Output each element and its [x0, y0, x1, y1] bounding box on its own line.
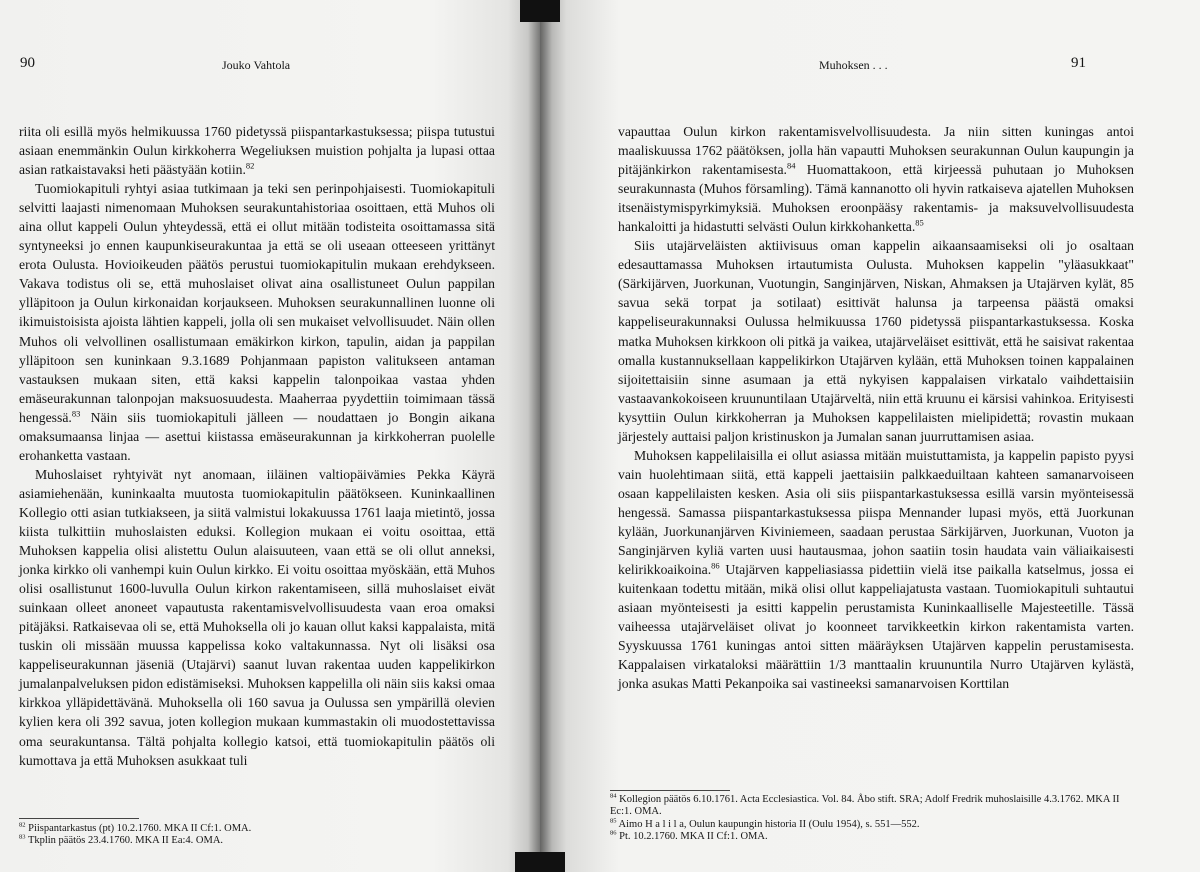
right-running-title: Muhoksen . . . [819, 58, 888, 72]
footnote: $^{82}$ Piispantarkastus (pt) 10.2.1760. MKA II Cf:1. OMA. [19, 821, 252, 834]
footnote-rule [610, 790, 730, 791]
right-page [540, 0, 1200, 872]
footnote-ref: 86 [711, 560, 720, 571]
paragraph: Muhoslaiset ryhtyivät nyt anomaan, iiläinen valtiopäivämies Pekka Käyrä asiamiehenään, kuninkaalta muutosta tuomiokapitulin päätökseen. Kuninkaallinen Kollegio otti asian tutkiakseen, ja siitä valmistui lokakuussa 1761 laaja mietintö, jossa kiista tulkittiin muhoslaisten eduksi. Kollegion mukaan ei voitu osoittaa, että Muhoksen kappelia olisi alistettu Oulun alaisuuteen, vaan että se oli ollut anneksi, jonka kirkko oli vanhempi kuin Oulun kirkko. Ei voitu osoittaa myöskään, että Muhos olisi osallistunut 1600-luvulla Oulun kirkon rakentamiseen, sillä muhoslaiset eivät suinkaan olleet anoneet vapautusta rakentamisvelvollisuudesta vaan eroa omaksi pitäjäksi. Ratkaisevaa oli se, että Muhoksella oli jo kauan ollut kaksi kappalaista, mitä tuskin oli missään muussa kappelissa koko valtakunnassa. Nyt oli lisäksi osa kappeliseurakunnan jäseniä (Utajärvi) saanut luvan rakentaa uuden kappelikirkon jumalanpalveluksen pidon edistämiseksi. Muhoksen kappelilla oli näin siis kaksi omaa kirkkoa ylläpidettävänä. Muhoksella oli 160 savua ja Oulussa sen ympärillä olevien kylien kera oli 392 savua, joten kollegion mukaan kummastakin oli muodostettavissa oma seurakuntansa. Tältä pohjalta kollegio katsoi, että tuomiokapitulin päätös oli kumottava ja että Muhoksen asukkaat tuli [19, 466, 495, 768]
left-page [0, 0, 540, 872]
paragraph: Muhoksen kappelilaisilla ei ollut asiassa mitään muistuttamista, ja kappelin papisto pyysi vain huolehtimaan siitä, että kappeli jaettaisiin palkkaeduiltaan kahteen samanarvoiseen osaan kappelilaisten kesken. Asia oli siis piispantarkastuksessa esillä varsin myönteisessä hengessä. Samassa piispantarkastuksessa piispa Mennander lupasi myös, että Juorkunan kylään, Juorkunanjärven Kiviniemeen, saadaan perustaa Särkijärven, Juorkunan, Vuoton ja Sanginjärven kyliä varten uusi hautausmaa, johon saatiin tosin haudata vain väliaikaisesti kelirikkoaikoina.$^{86}$ Utajärven kappeliasiassa pidettiin vielä itse paikalla katselmus, jossa ei kuitenkaan todettu mitään, mikä olisi ollut kappeliajatusta vastaan. Tuomiokapituli suhtautui asiaan myönteisesti ja esitti kappelin perustamista Kuninkaalliselle Majesteetille. Tässä vaiheessa utajärveläiset olivat jo koonneet tarvikkeetkin kirkon rakentamista varten. Syyskuussa 1761 kuningas antoi sitten määräyksen Utajärven kappelin perustamisesta. Kappalaisen virkataloksi määrättiin 1/3 manttaalin kruununtila Nurro Utajärven kylästä, jonka asukas Matti Pekanpoika sai vastineeksi samanarvoisen Korttilan [618, 447, 1134, 692]
right-page-number: 91 [1071, 55, 1086, 71]
footnote: $^{84}$ Kollegion päätös 6.10.1761. Acta Ecclesiastica. Vol. 84. Åbo stift. SRA; Adolf Fredrik muhoslaisille 4.3.1762. MKA II Ec:1. OMA. [610, 792, 1120, 818]
left-footnotes [19, 823, 495, 848]
paragraph: Siis utajärveläisten aktiivisuus oman kappelin aikaansaamiseksi oli jo osaltaan edesauttamassa Muhoksen irtautumista Oulusta. Muhoksen kappelin "yläasukkaat" (Särkijärven, Juorkunan, Vuotungin, Sanginjärven, Niskan, Ahmaksen ja Utajärven kylät, 85 savua sekä torpat ja sotilaat) esittivät halunsa ja tarpeensa päästä omaksi kappeliseurakunnaksi Oulussa helmikuussa 1760 pidetyssä piispantarkastuksessa. Koska matka Muhoksen kirkkoon oli pitkä ja vaikea, utajärveläiset esittivät, että he saisivat rakentaa omalla kustannuksellaan kappelikirkon Utajärven kylään, että Muhoksen toinen kappalainen sijoitettaisiin sinne asumaan ja että nykyisen kappalaisen virkatalo vaihdettaisiin vastaavankokoiseen kruununtilaan Utajärveltä, niin että kruunu ei kärsisi vahinkoa. Erityisesti kysyttiin Oulun kirkkoherran ja Muhoksen kappelilaisten mielipidettä; rovastin mukaan järjestely auttaisi paljon kristinuskon ja Jumalan sanan juurruttamisen asiaa. [618, 238, 1134, 444]
right-footnotes [610, 794, 1130, 844]
left-running-title: Jouko Vahtola [222, 58, 291, 72]
footnote: $^{83}$ Tkplin päätös 23.4.1760. MKA II Ea:4. OMA. [19, 833, 224, 847]
footnote: $^{85}$ Aimo H a l i l a, Oulun kaupungin historia II (Oulu 1954), s. 551—552. [610, 817, 920, 830]
left-body-text [19, 122, 495, 770]
footnote-ref: 82 [245, 160, 255, 171]
footnote-rule [19, 818, 139, 819]
footnote-ref: 85 [915, 217, 924, 228]
footnote-ref: 83 [71, 408, 81, 419]
book-gutter-shadow [528, 0, 552, 872]
left-page-number: 90 [20, 55, 35, 71]
scan-edge-bottom [515, 852, 565, 872]
paragraph: riita oli esillä myös helmikuussa 1760 pidetyssä piispantarkastuksessa; piispa tutustui asiaan enemmänkin Oulun kirkkoherra Wegeliuksen muistion pohjalta ja lupasi ottaa asian ratkaistavaksi heti päästyään kotiin.$^{82}$ [19, 124, 495, 178]
paragraph: vapauttaa Oulun kirkon rakentamisvelvollisuudesta. Ja niin sitten kuningas antoi maaliskuussa 1762 päätöksen, jolla hän vapautti Muhoksen seurakunnan Oulun kaupungin ja pitäjänkirkon rakentamisesta.$^{84}$ Huomattakoon, että kirjeessä puhutaan jo Muhoksen seurakunnasta (Muhos församling). Tämä kannanotto oli hyvin ratkaiseva ajatellen Muhoksen itsenäistymispyrkimyksiä. Muhoksen eroonpääsy rakentamis- ja maksuvelvollisuudesta hankaloitti ja hidastutti selvästi Oulun kirkkohanketta.$^{85}$ [618, 124, 1134, 235]
scan-edge-top [520, 0, 560, 22]
footnote-ref: 84 [786, 160, 796, 171]
footnote: $^{86}$ Pt. 10.2.1760. MKA II Cf:1. OMA. [610, 829, 768, 843]
right-body-text [618, 122, 1134, 693]
paragraph: Tuomiokapituli ryhtyi asiaa tutkimaan ja teki sen perinpohjaisesti. Tuomiokapituli selvitti laajasti nimenomaan Muhoksen seurakuntahistoriaa osoittaen, että Muhos oli aina ollut kappeli Oulun yhteydessä, että ei ollut mitään todisteita osoittamassa sitä syntyneeksi jo ennen kaupunkiseurakuntaa ja että se oli useaan otteeseen yrittänyt erota Oulusta. Hovioikeuden päätös perustui tuomiokapitulin mukaan erehdykseen. Vakava todistus oli se, että muhoslaiset olivat aina osallistuneet Oulun pappilan ylläpitoon ja Oulun kirkonaidan korjaukseen. Muhoksen seurakunnallinen luonne oli ikimuistoisista ajoista lähtien kappeli, jolla oli sen mukaiset velvollisuudet. Näin ollen Muhos oli velvollinen osallistumaan emäkirkon kirkon, tapulin, aidan ja pappilan ylläpitoon sen kuninkaan 9.3.1689 Pohjanmaan papiston valitukseen antaman vastauksen mukaan siten, että kaksi kappelin talonpoikaa vastaa yhden emäseurakunnan talonpojan maksuosuudesta. Maaherraa pyydettiin toimimaan tässä hengessä.$^{83}$ Näin siis tuomiokapituli jälleen — noudattaen jo Bongin aikana omaksumaansa linjaa — asettui kiistassa emäseurakunnan ja kirkkoherran puolelle erohanketta vastaan. [19, 181, 495, 463]
